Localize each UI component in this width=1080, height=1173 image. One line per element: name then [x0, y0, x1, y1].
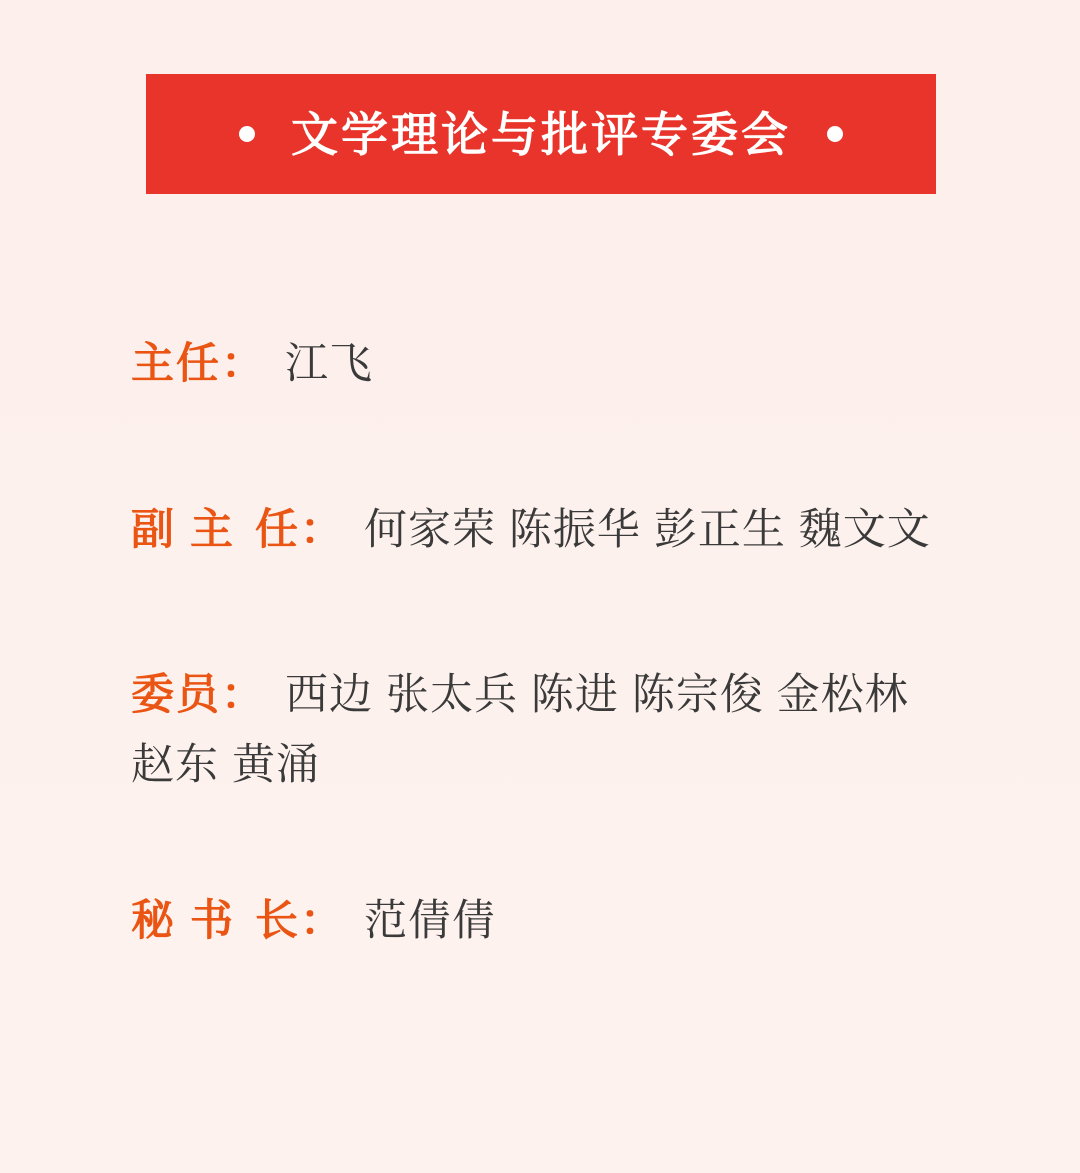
vice-chairman-colon: ： [299, 505, 344, 554]
secretary-general-names: 范倩倩 [363, 896, 496, 945]
roster-row-members [131, 661, 961, 800]
roster-row-vice-chairman [131, 496, 961, 566]
vice-chairman-line [131, 496, 961, 566]
page-title: 文学理论与批评专委会 [291, 107, 791, 161]
secretary-general-label-suffix: 长 [254, 896, 300, 945]
chairman-label-prefix: 主 [131, 340, 176, 388]
bullet-dot-left-icon [239, 126, 255, 142]
members-names: 西边 张太兵 陈进 陈宗俊 金松林 赵东 黄涌 [131, 671, 909, 789]
secretary-general-colon: ： [299, 896, 344, 945]
secretary-general-label-prefix: 秘 书 [131, 896, 235, 945]
roster-list [131, 330, 961, 956]
vice-chairman-names: 何家荣 陈振华 彭正生 魏文文 [363, 505, 931, 554]
vice-chairman-label-suffix: 任 [254, 505, 300, 554]
bullet-dot-right-icon [827, 126, 843, 142]
members-label-suffix: 员 [176, 671, 221, 720]
header-banner [146, 74, 936, 194]
chairman-colon: ： [221, 340, 265, 388]
roster-row-secretary-general [131, 887, 961, 957]
secretary-general-line [131, 887, 961, 957]
chairman-line [131, 330, 961, 400]
members-label-prefix: 委 [131, 671, 176, 720]
chairman-names: 江飞 [285, 340, 373, 388]
roster-row-chairman [131, 330, 961, 400]
chairman-label-suffix: 任 [176, 340, 221, 388]
members-colon: ： [221, 671, 265, 720]
vice-chairman-label-prefix: 副 主 [131, 505, 235, 554]
members-line [131, 661, 961, 800]
